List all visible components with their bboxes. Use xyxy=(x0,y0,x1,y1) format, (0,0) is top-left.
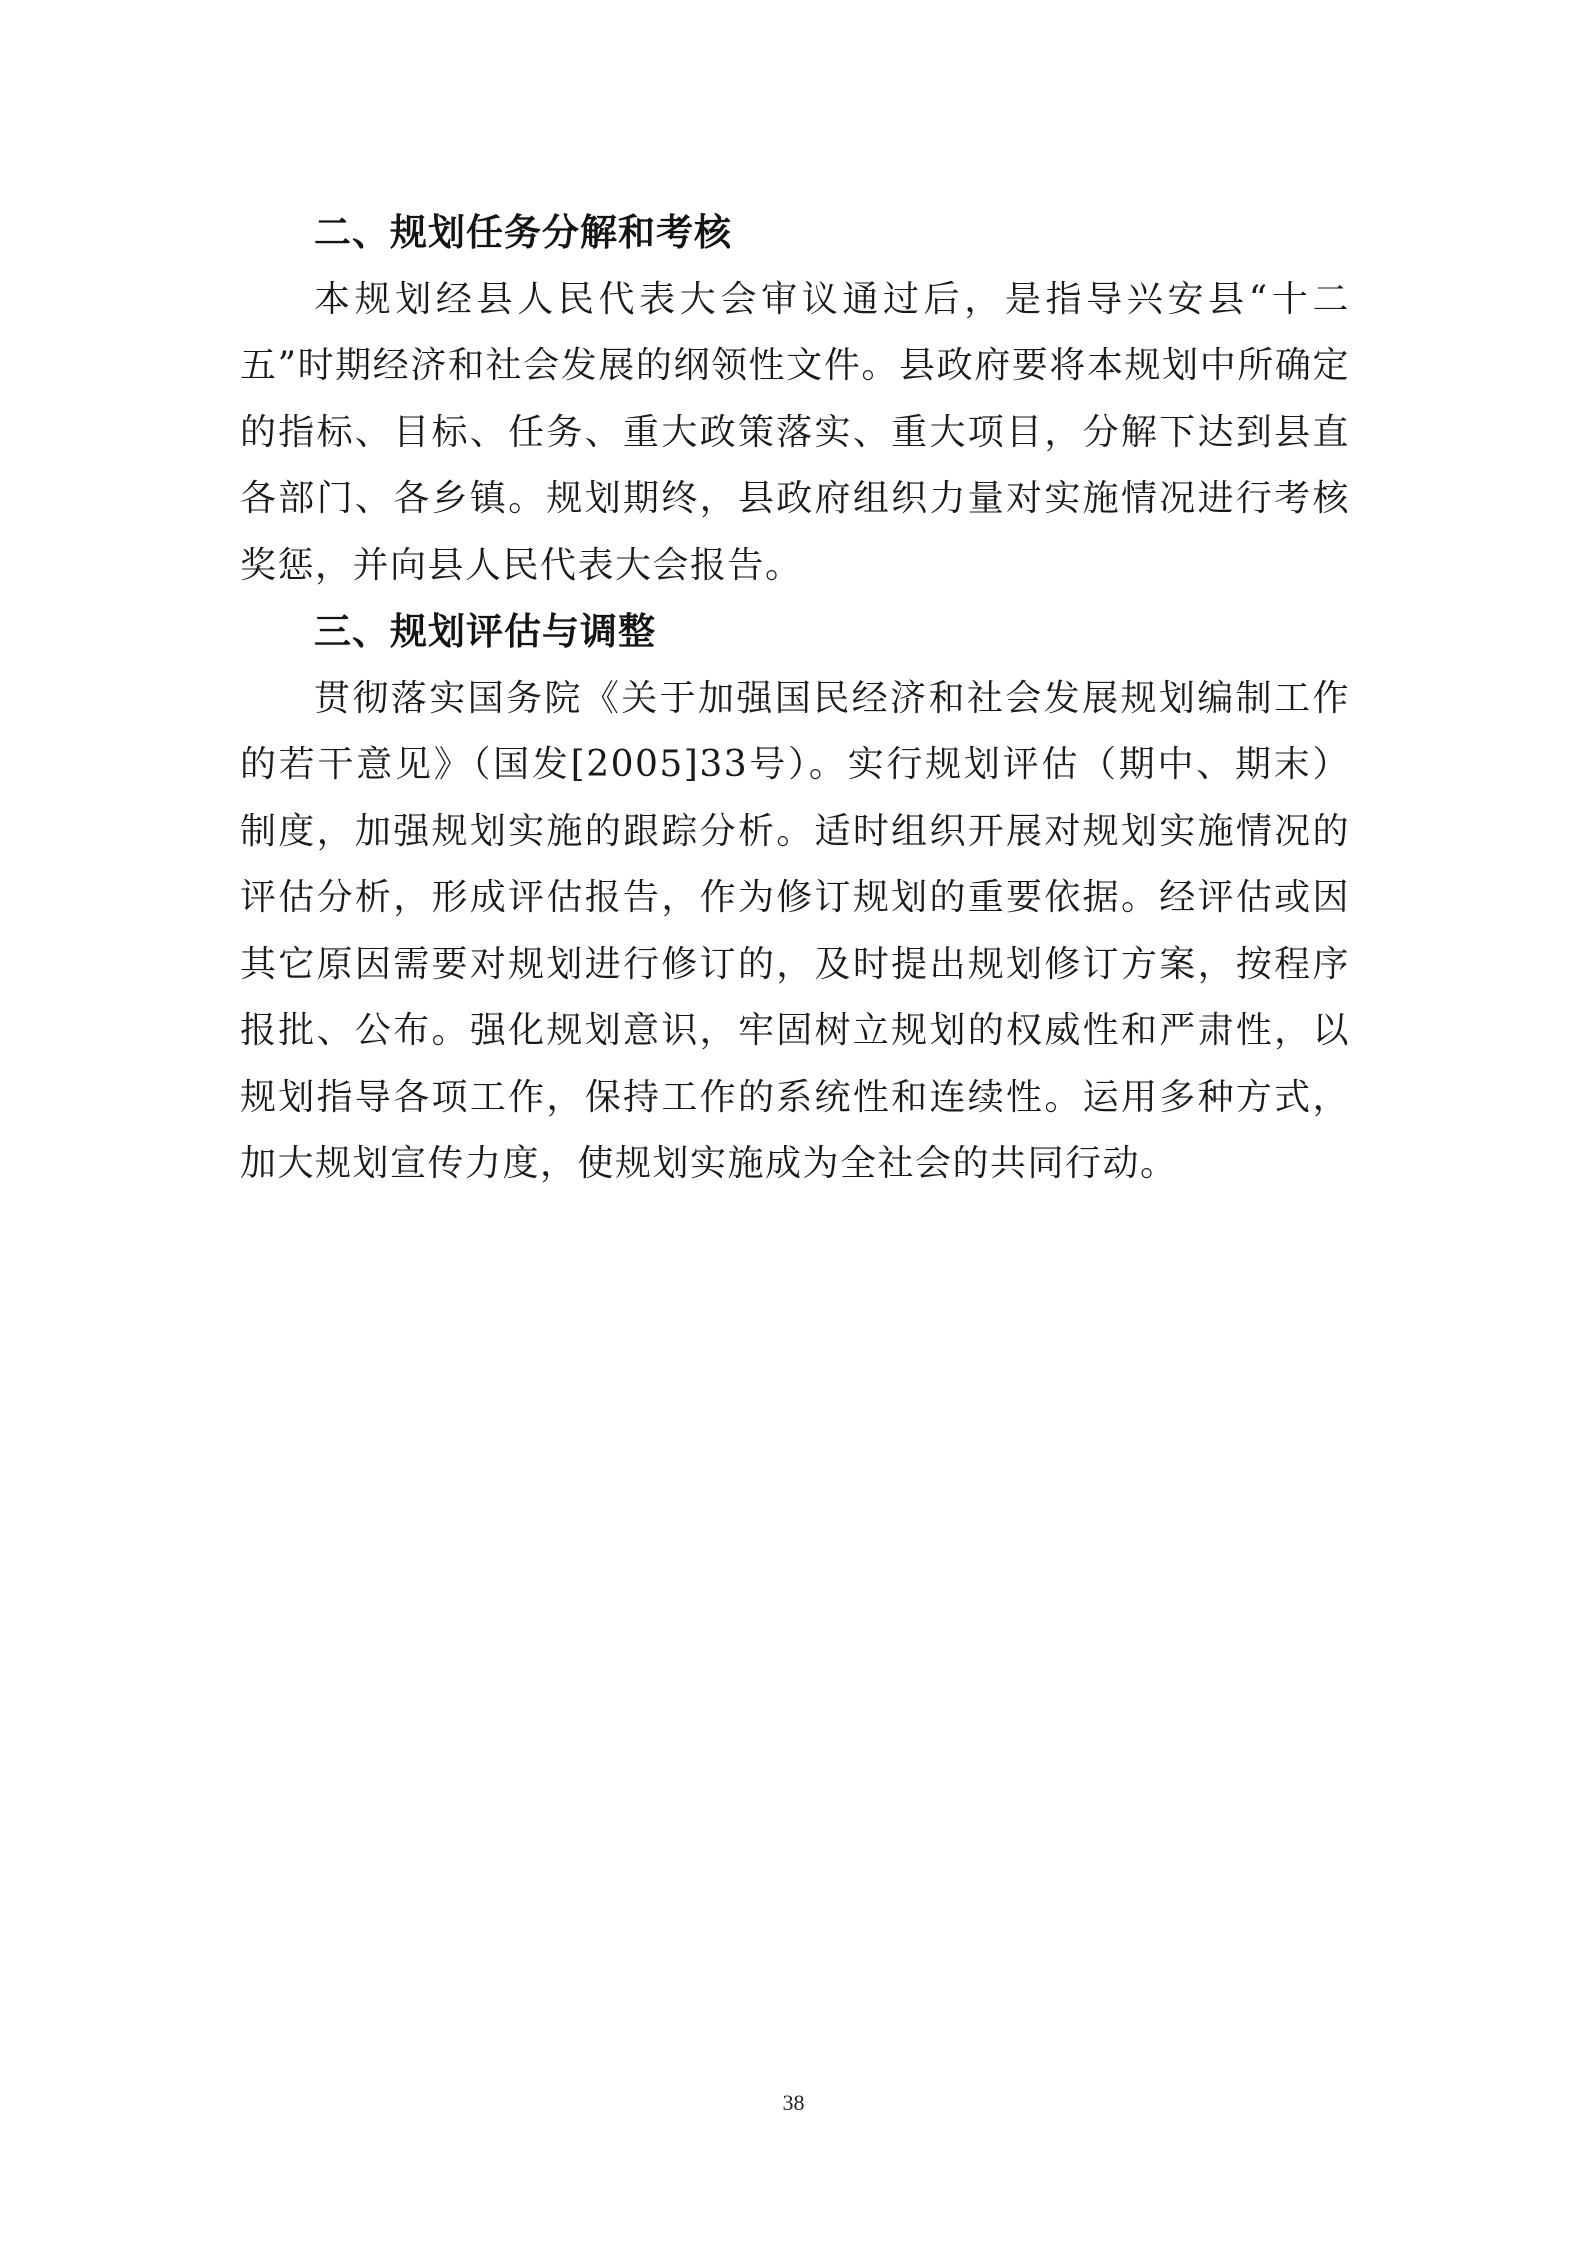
page-number: 38 xyxy=(782,2090,805,2115)
section-heading-task-breakdown: 二、规划任务分解和考核 xyxy=(314,211,732,254)
page-body xyxy=(240,200,1350,1198)
section-heading-evaluation-adjustment: 三、规划评估与调整 xyxy=(314,610,656,653)
section-paragraph-task-breakdown: 本规划经县人民代表大会审议通过后，是指导兴安县“十二五”时期经济和社会发展的纲领性文件。县政府要将本规划中所确定的指标、目标、任务、重大政策落实、重大项目，分解下达到县直各部门、各乡镇。规划期终，县政府组织力量对实施情况进行考核奖惩，并向县人民代表大会报告。 xyxy=(240,278,1350,586)
section-paragraph-evaluation-adjustment: 贯彻落实国务院《关于加强国民经济和社会发展规划编制工作的若干意见》（国发[2005]33号）。实行规划评估（期中、期末）制度，加强规划实施的跟踪分析。适时组织开展对规划实施情况的评估分析，形成评估报告，作为修订规划的重要依据。经评估或因其它原因需要对规划进行修订的，及时提出规划修订方案，按程序报批、公布。强化规划意识，牢固树立规划的权威性和严肃性，以规划指导各项工作，保持工作的系统性和连续性。运用多种方式，加大规划宣传力度，使规划实施成为全社会的共同行动。 xyxy=(240,677,1350,1184)
